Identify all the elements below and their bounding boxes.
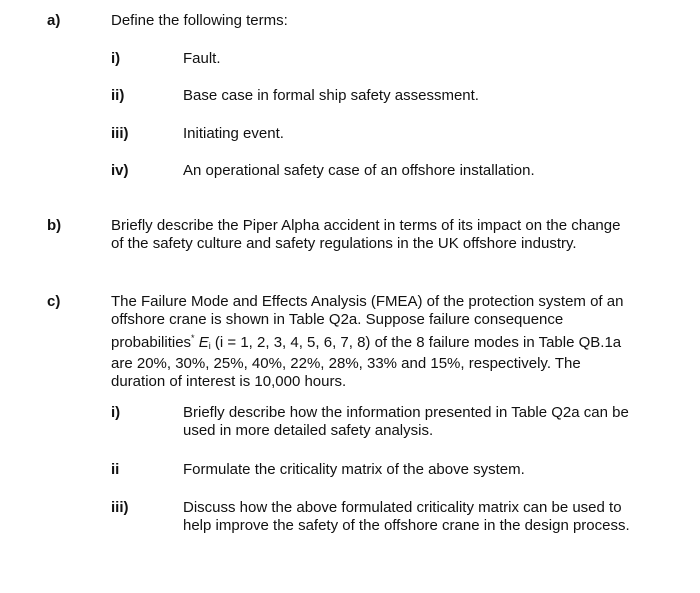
question-c-line: are 20%, 30%, 25%, 40%, 22%, 28%, 33% and 15%, respectively. The — [111, 355, 581, 372]
item-a-iv-label: iv) — [111, 162, 129, 179]
item-a-ii-text: Base case in formal ship safety assessment. — [183, 87, 479, 104]
footnote-mark: * — [191, 333, 195, 343]
question-a-intro: Define the following terms: — [111, 12, 288, 29]
item-c-iii-text — [183, 499, 683, 535]
item-c-i-label: i) — [111, 404, 121, 421]
index-range-text: (i = 1, 2, 3, 4, 5, 6, 7, 8) of the 8 failure modes in Table QB.1a — [210, 334, 622, 351]
question-c-line: offshore crane is shown in Table Q2a. Suppose failure consequence — [111, 311, 564, 328]
probabilities-word: probabilities — [111, 334, 192, 351]
question-c-line: duration of interest is 10,000 hours. — [111, 373, 347, 390]
item-c-iii-line: Discuss how the above formulated criticality matrix can be used to — [183, 499, 622, 516]
item-c-iii-line: help improve the safety of the offshore crane in the design process. — [183, 517, 630, 534]
item-c-i-line: used in more detailed safety analysis. — [183, 422, 434, 439]
symbol-e: E — [198, 334, 209, 351]
item-a-i-text: Fault. — [183, 50, 221, 67]
item-c-i-text — [183, 404, 683, 440]
item-c-ii-label: ii — [111, 461, 120, 478]
question-a-label: a) — [47, 12, 61, 29]
item-c-ii-text — [183, 461, 683, 479]
question-b-line: of the safety culture and safety regulations in the UK offshore industry. — [111, 235, 577, 252]
question-c-label: c) — [47, 293, 61, 310]
item-a-iv-text: An operational safety case of an offshore installation. — [183, 162, 535, 179]
item-a-iii-label: iii) — [111, 125, 129, 142]
item-c-i-line: Briefly describe how the information presented in Table Q2a can be — [183, 404, 629, 421]
symbol-subscript: i — [208, 341, 211, 351]
item-a-iii-text: Initiating event. — [183, 125, 284, 142]
item-c-ii-line: Formulate the criticality matrix of the above system. — [183, 461, 525, 478]
question-c-line — [111, 329, 676, 355]
question-c-text — [111, 293, 676, 391]
question-c-line: The Failure Mode and Effects Analysis (FMEA) of the protection system of an — [111, 293, 624, 310]
question-b-text — [111, 217, 676, 253]
item-a-ii-label: ii) — [111, 87, 125, 104]
question-b-label: b) — [47, 217, 62, 234]
item-a-i-label: i) — [111, 50, 121, 67]
item-c-iii-label: iii) — [111, 499, 129, 516]
question-b-line: Briefly describe the Piper Alpha accident in terms of its impact on the change — [111, 217, 621, 234]
